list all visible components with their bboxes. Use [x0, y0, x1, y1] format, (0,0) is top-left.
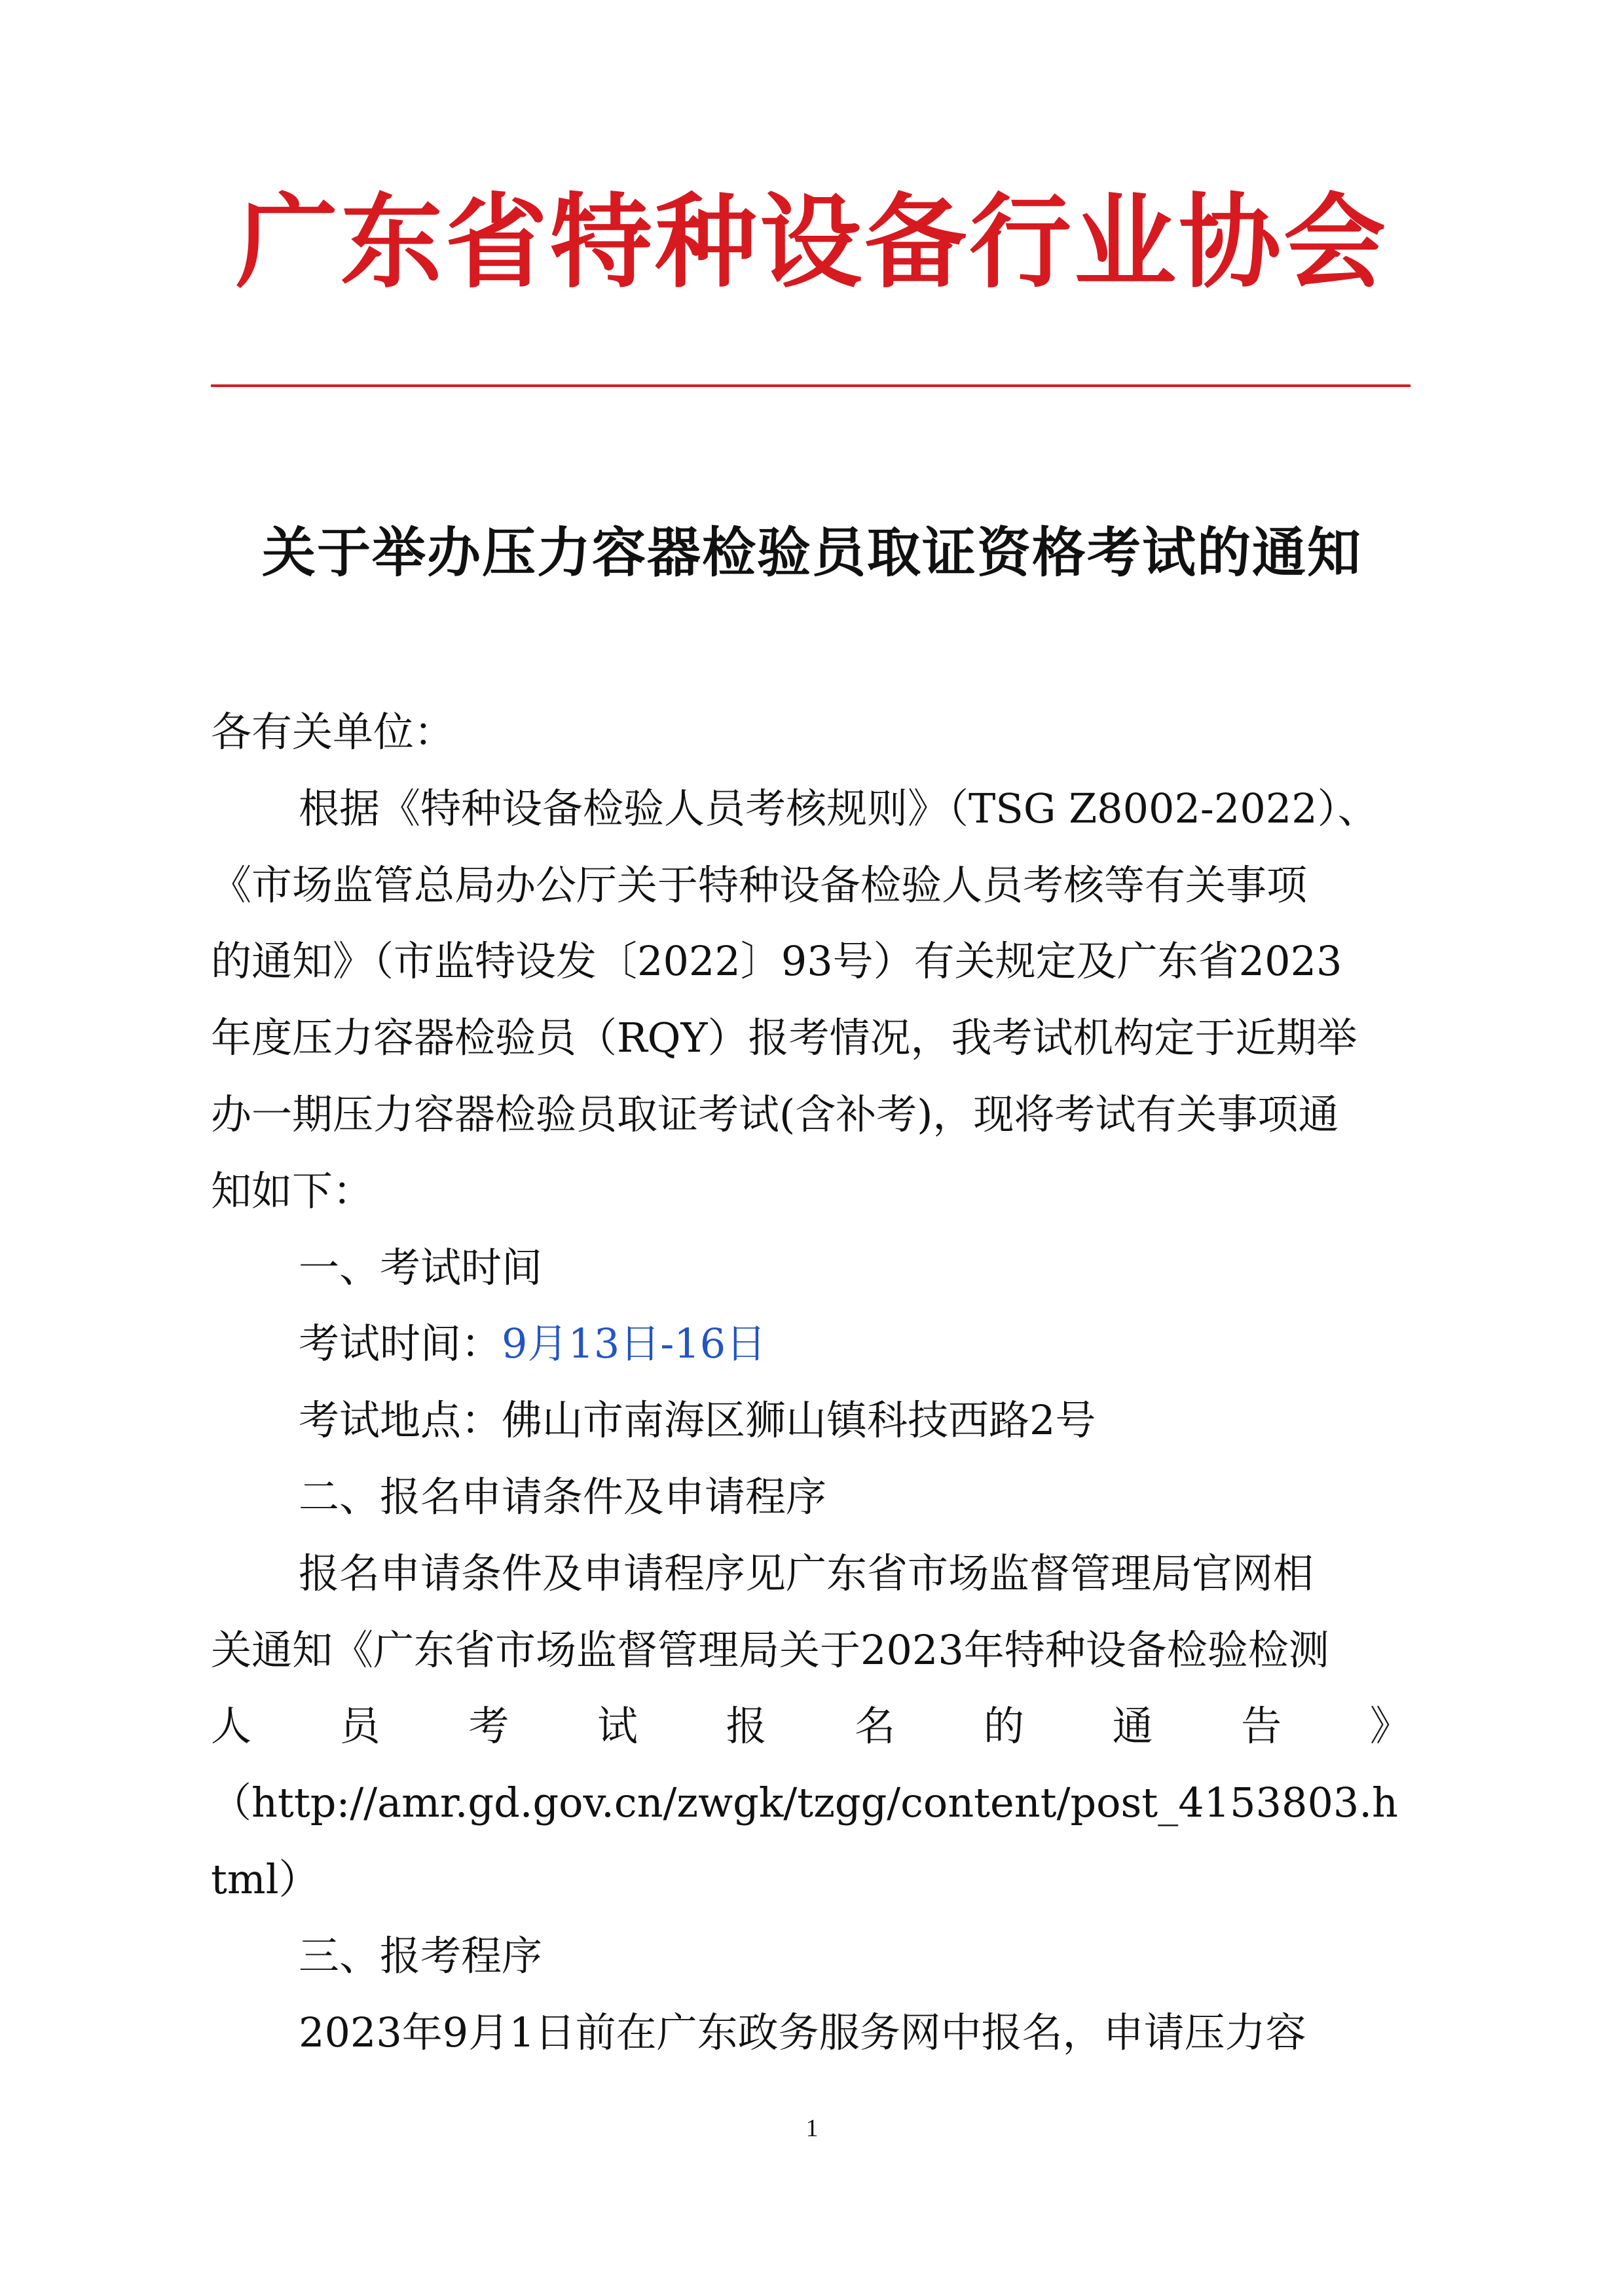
paragraph-1-line: 知如下：: [211, 1166, 374, 1215]
spread-char: 》: [1369, 1702, 1411, 1750]
section-2-heading: 二、报名申请条件及申请程序: [299, 1472, 827, 1521]
spread-char: 考: [468, 1702, 509, 1750]
paragraph-2-line: 关通知《广东省市场监督管理局关于2023年特种设备检验检测: [211, 1625, 1329, 1674]
exam-time-value: 9月13日-16日: [502, 1320, 767, 1368]
spread-char: 员: [339, 1702, 380, 1750]
paragraph-1-line: 年度压力容器检验员（RQY）报考情况，我考试机构定于近期举: [211, 1014, 1357, 1062]
salutation: 各有关单位：: [211, 708, 455, 756]
section-3-heading: 三、报考程序: [299, 1931, 543, 1980]
paragraph-1-line: 的通知》（市监特设发〔2022〕93号）有关规定及广东省2023: [211, 937, 1342, 986]
paragraph-1-line: 办一期压力容器检验员取证考试(含补考)，现将考试有关事项通: [211, 1090, 1339, 1138]
exam-place: 考试地点：佛山市南海区狮山镇科技西路2号: [299, 1396, 1096, 1445]
notice-url-line: （http://amr.gd.gov.cn/zwgk/tzgg/content/post_4153803.h: [211, 1779, 1398, 1827]
paragraph-2-line: 报名申请条件及申请程序见广东省市场监督管理局官网相: [299, 1549, 1314, 1597]
header-divider: [211, 384, 1411, 387]
spread-char: 报: [726, 1702, 767, 1750]
spread-char: 名: [855, 1702, 896, 1750]
page-number: 1: [805, 2115, 819, 2142]
exam-time-label: 考试时间：: [299, 1320, 502, 1368]
section-1-heading: 一、考试时间: [299, 1243, 543, 1291]
spread-char: 告: [1241, 1702, 1282, 1750]
paragraph-2-spread-line: [211, 1688, 1411, 1765]
organization-name: 广东省特种设备行业协会: [236, 183, 1388, 302]
document-title: 关于举办压力容器检验员取证资格考试的通知: [261, 522, 1362, 584]
spread-char: 通: [1112, 1702, 1153, 1750]
spread-char: 的: [983, 1702, 1024, 1750]
paragraph-3-line: 2023年9月1日前在广东政务服务网中报名，申请压力容: [299, 2008, 1306, 2056]
document-body: [211, 694, 1411, 2071]
paragraph-1-line: 根据《特种设备检验人员考核规则》（TSG Z8002-2022）、: [299, 784, 1378, 832]
exam-time: [211, 1306, 1411, 1382]
spread-char: 试: [597, 1702, 638, 1750]
spread-char: 人: [211, 1702, 252, 1750]
paragraph-1-line: 《市场监管总局办公厅关于特种设备检验人员考核等有关事项: [211, 861, 1308, 909]
notice-url-line: tml）: [211, 1855, 320, 1903]
